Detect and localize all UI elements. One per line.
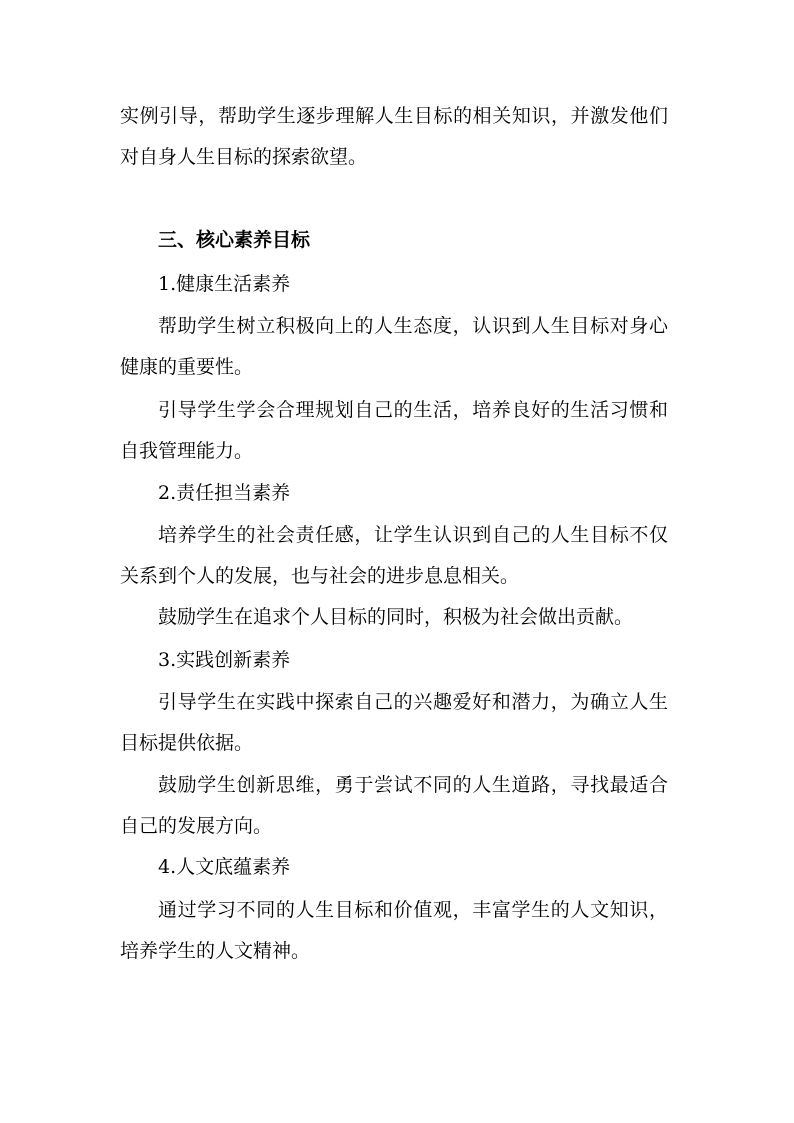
paragraph-practice-2: 鼓励学生创新思维，勇于尝试不同的人生道路，寻找最适合自己的发展方向。 [120, 774, 668, 837]
paragraph-responsibility-2: 鼓励学生在追求个人目标的同时，积极为社会做出贡献。 [158, 606, 634, 628]
item-title-responsibility: 2.责任担当素养 [158, 482, 291, 504]
item-title-health: 1.健康生活素养 [158, 273, 291, 295]
section-heading: 三、核心素养目标 [158, 229, 311, 251]
item-title-practice: 3.实践创新素养 [158, 649, 291, 671]
intro-continuation-paragraph: 实例引导，帮助学生逐步理解人生目标的相关知识，并激发他们对自身人生目标的探索欲望。 [120, 105, 668, 168]
paragraph-health-2: 引导学生学会合理规划自己的生活，培养良好的生活习惯和自我管理能力。 [120, 399, 668, 462]
paragraph-health-1: 帮助学生树立积极向上的人生态度，认识到人生目标对身心健康的重要性。 [120, 315, 668, 378]
paragraph-responsibility-1: 培养学生的社会责任感，让学生认识到自己的人生目标不仅关系到个人的发展，也与社会的进步息息相关。 [120, 524, 668, 587]
paragraph-humanities-1: 通过学习不同的人生目标和价值观，丰富学生的人文知识，培养学生的人文精神。 [120, 899, 668, 962]
item-title-humanities: 4.人文底蕴素养 [158, 856, 291, 878]
paragraph-practice-1: 引导学生在实践中探索自己的兴趣爱好和潜力，为确立人生目标提供依据。 [120, 691, 668, 754]
